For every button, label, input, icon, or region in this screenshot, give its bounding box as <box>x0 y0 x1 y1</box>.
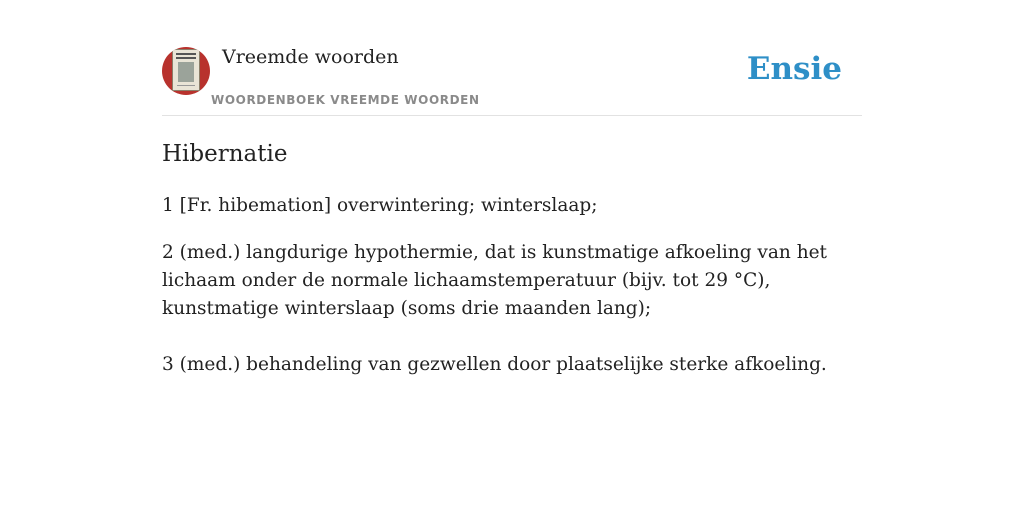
definition-item: 1 [Fr. hibemation] overwintering; winterslaap; <box>162 195 598 216</box>
book-footer-line <box>177 85 195 86</box>
avatar[interactable] <box>162 47 210 95</box>
page <box>162 45 862 375</box>
book-cover-icon <box>172 49 200 91</box>
site-subtitle[interactable]: WOORDENBOEK VREEMDE WOORDEN <box>211 93 480 107</box>
brand-logo[interactable]: Ensie <box>746 51 842 87</box>
definition-item: 3 (med.) behandeling van gezwellen door plaatselijke sterke afkoeling. <box>162 354 827 375</box>
definition-item: 2 (med.) langdurige hypothermie, dat is kunstmatige afkoeling van het lichaam onder de normale lichaamstemperatuur (bijv. tot 29 °C), kunstmatige winterslaap (soms drie maanden lang); <box>162 242 827 319</box>
site-title[interactable]: Vreemde woorden <box>222 46 399 68</box>
header <box>162 45 862 116</box>
book-title-line <box>176 57 196 59</box>
book-cover-image <box>178 62 194 82</box>
entry-title: Hibernatie <box>162 141 288 167</box>
book-title-line <box>176 53 196 55</box>
